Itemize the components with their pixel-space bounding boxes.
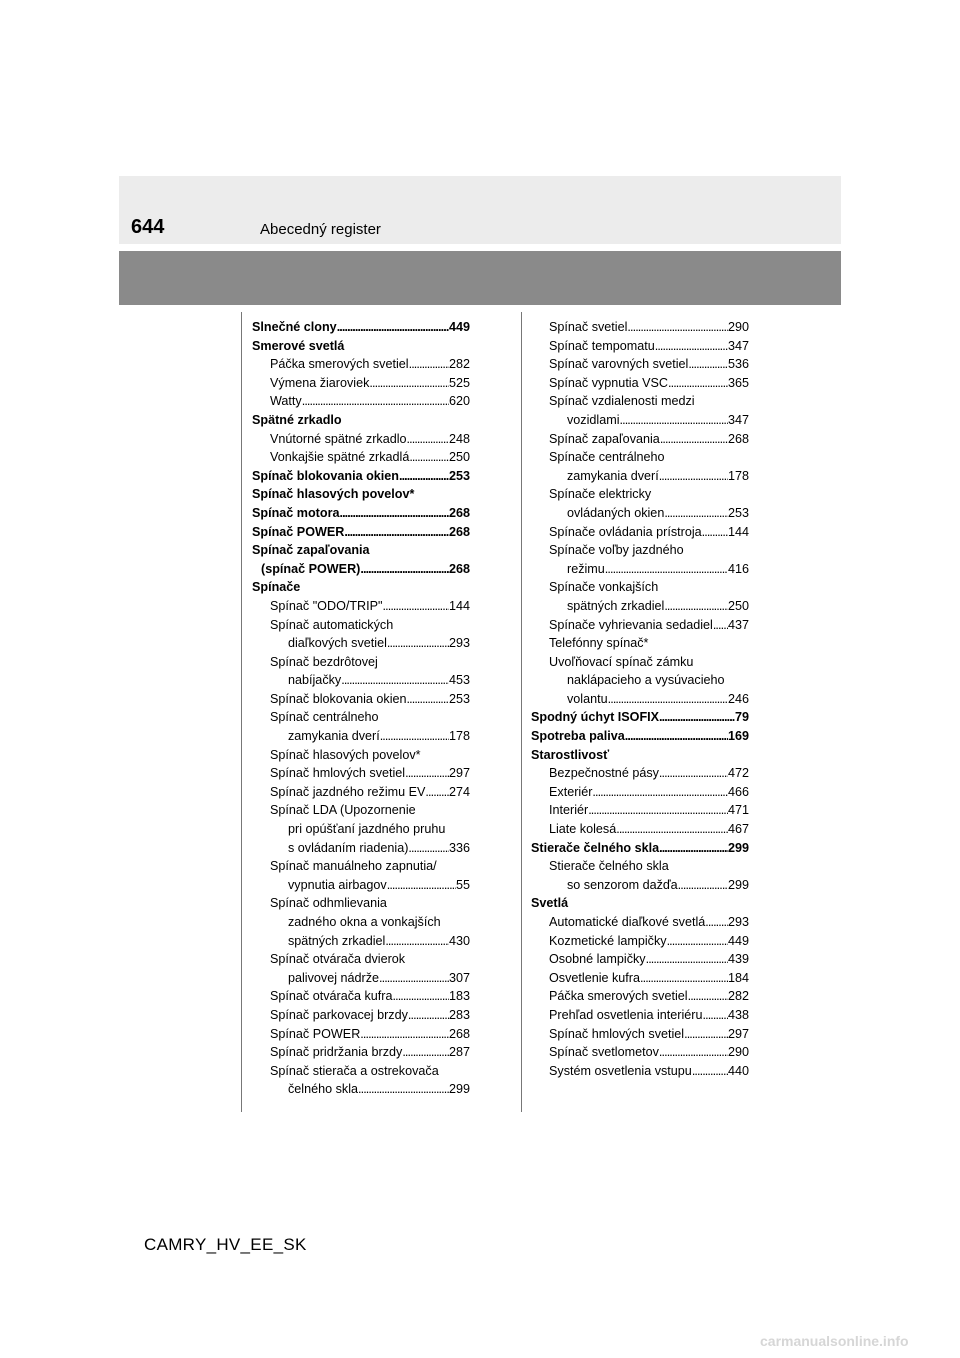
index-term: zadného okna a vonkajších	[288, 915, 441, 929]
page-reference: 290	[727, 320, 749, 334]
page-reference: 620	[448, 394, 470, 409]
dot-leader	[659, 839, 728, 858]
index-term: Spínač centrálneho	[270, 710, 379, 725]
dot-leader	[339, 504, 449, 523]
index-entry	[252, 411, 470, 430]
footer-code: CAMRY_HV_EE_SK	[144, 1235, 307, 1254]
index-entry	[531, 913, 749, 932]
page-reference: 453	[448, 673, 470, 688]
index-entry	[252, 597, 470, 616]
index-entry	[531, 783, 749, 802]
page-reference: 471	[727, 803, 749, 818]
dot-leader	[385, 932, 449, 951]
index-term: Spínač hmlových svetiel	[270, 766, 406, 781]
index-entry	[531, 671, 749, 690]
index-term: Spínač blokovania okien	[252, 468, 399, 483]
dot-leader	[616, 820, 728, 839]
index-term: Spínač blokovania okien	[270, 691, 407, 706]
index-entry	[531, 485, 749, 504]
index-term: Spínač manuálneho zapnutia/	[270, 859, 437, 874]
watermark: carmanualsonline.info	[760, 1333, 909, 1349]
index-entry	[531, 987, 749, 1006]
index-term: ovládaných okien	[567, 505, 665, 520]
index-entry	[531, 969, 749, 988]
index-entry	[252, 467, 470, 486]
dot-leader	[705, 913, 728, 932]
index-term: Spínač zapaľovania	[252, 543, 370, 558]
dot-leader	[387, 634, 449, 653]
page-reference: 253	[448, 468, 470, 483]
dot-leader	[425, 783, 449, 802]
column-divider-left	[241, 312, 242, 1112]
index-term: Starostlivosť	[531, 747, 610, 762]
dot-leader	[703, 1006, 728, 1025]
index-entry	[252, 950, 470, 969]
index-entry	[252, 1006, 470, 1025]
index-entry	[252, 448, 470, 467]
page-reference: 144	[448, 598, 470, 613]
index-entry	[531, 1062, 749, 1081]
index-entry	[531, 448, 749, 467]
index-term: Spotreba paliva	[531, 729, 625, 744]
index-term: Osvetlenie kufra	[549, 970, 640, 985]
index-term: Vnútorné spätné zrkadlo	[270, 431, 407, 446]
index-entry	[252, 708, 470, 727]
dot-leader	[409, 355, 449, 374]
page-reference: 79	[734, 710, 749, 725]
index-term: naklápacieho a vysúvacieho	[567, 673, 725, 688]
index-term: s ovládaním riadenia)	[288, 840, 409, 855]
index-entry	[252, 653, 470, 672]
index-term: Watty	[270, 394, 302, 409]
index-term: volantu	[567, 691, 608, 706]
index-entry	[531, 411, 749, 430]
index-term: Spínač pridržania brzdy	[270, 1045, 403, 1060]
page-reference: 178	[727, 468, 749, 483]
dot-leader	[379, 969, 449, 988]
page-reference: 449	[727, 933, 749, 948]
index-term: Spínač automatických	[270, 617, 394, 632]
page-reference: 268	[448, 561, 470, 576]
index-term: Spínač motora	[252, 505, 340, 520]
index-entry	[531, 950, 749, 969]
index-term: nabíjačky	[288, 673, 342, 688]
dot-leader	[659, 1043, 728, 1062]
index-entry	[531, 746, 749, 765]
index-entry	[252, 987, 470, 1006]
dot-leader	[407, 430, 449, 449]
index-entry	[531, 708, 749, 727]
index-term: Spínač hlasových povelov*	[252, 487, 415, 502]
index-term: spätných zrkadiel	[288, 933, 386, 948]
dot-leader	[588, 801, 728, 820]
dot-leader	[684, 1025, 728, 1044]
index-entry	[252, 671, 470, 690]
index-entry	[531, 523, 749, 542]
index-term: Smerové svetlá	[252, 338, 345, 353]
header-band	[119, 176, 841, 244]
dot-leader	[380, 727, 449, 746]
index-term: Prehľad osvetlenia interiéru	[549, 1007, 703, 1022]
index-term: Spínače vyhrievania sedadiel	[549, 617, 713, 632]
page-reference: 268	[448, 505, 470, 520]
index-term: Spínač stierača a ostrekovača	[270, 1063, 439, 1078]
page-reference: 268	[727, 431, 749, 446]
index-entry	[531, 560, 749, 579]
dot-leader	[692, 1062, 728, 1081]
page-reference: 250	[448, 450, 470, 465]
dot-leader	[408, 1006, 449, 1025]
index-entry	[531, 578, 749, 597]
dot-leader	[369, 374, 449, 393]
index-entry	[252, 801, 470, 820]
dot-leader	[655, 337, 728, 356]
index-term: Uvoľňovací spínač zámku	[549, 654, 694, 669]
dot-leader	[702, 523, 728, 542]
index-term: Interiér	[549, 803, 589, 818]
index-entry	[531, 504, 749, 523]
dot-leader	[409, 448, 449, 467]
index-entry	[252, 616, 470, 635]
index-term: (spínač POWER)	[261, 561, 361, 576]
dot-leader	[659, 708, 735, 727]
dot-leader	[592, 783, 728, 802]
index-term: Spínač otvárača dvierok	[270, 952, 406, 967]
page-reference: 299	[448, 1082, 470, 1097]
page-reference: 472	[727, 766, 749, 781]
dot-leader	[408, 839, 449, 858]
index-term: Spínač varovných svetiel	[549, 357, 689, 372]
index-entry	[252, 485, 470, 504]
index-entry	[531, 820, 749, 839]
index-term: Výmena žiaroviek	[270, 375, 370, 390]
page-reference: 336	[448, 840, 470, 855]
page-reference: 525	[448, 375, 470, 390]
dot-leader	[640, 969, 728, 988]
index-term: Vonkajšie spätné zrkadlá	[270, 450, 410, 465]
index-term: Páčka smerových svetiel	[270, 357, 409, 372]
dot-leader	[678, 876, 728, 895]
index-term: Kozmetické lampičky	[549, 933, 667, 948]
dot-leader	[302, 392, 449, 411]
page-reference: 299	[727, 840, 749, 855]
page-reference: 440	[727, 1063, 749, 1078]
index-term: Spínač otvárača kufra	[270, 989, 393, 1004]
index-entry	[531, 690, 749, 709]
dot-leader	[360, 560, 449, 579]
index-entry	[531, 1025, 749, 1044]
index-term: Spínač "ODO/TRIP"	[270, 598, 383, 613]
page-reference: 430	[448, 933, 470, 948]
index-entry	[252, 783, 470, 802]
index-entry	[531, 318, 749, 337]
index-entry	[531, 430, 749, 449]
index-term: so senzorom dažďa	[567, 877, 678, 892]
index-term: Spínače ovládania prístroja	[549, 524, 702, 539]
page-reference: 178	[448, 729, 470, 744]
index-term: Osobné lampičky	[549, 952, 646, 967]
column-divider-middle	[521, 312, 522, 1112]
page-reference: 290	[727, 1045, 749, 1060]
page-reference: 438	[727, 1007, 749, 1022]
index-entry	[531, 355, 749, 374]
index-term: Bezpečnostné pásy	[549, 766, 659, 781]
index-entry	[252, 355, 470, 374]
index-entry	[252, 374, 470, 393]
page-reference: 466	[727, 784, 749, 799]
index-term: Exteriér	[549, 784, 593, 799]
index-entry	[252, 1062, 470, 1081]
index-entry	[252, 578, 470, 597]
page-reference: 268	[448, 1026, 470, 1041]
dot-leader	[393, 987, 449, 1006]
index-entry	[252, 894, 470, 913]
index-term: zamykania dverí	[288, 729, 380, 744]
dot-leader	[659, 764, 728, 783]
index-entry	[531, 727, 749, 746]
index-term: Spätné zrkadlo	[252, 412, 342, 427]
header-bar	[119, 251, 841, 305]
index-term: Spínače centrálneho	[549, 450, 665, 465]
dot-leader	[402, 1043, 449, 1062]
page-reference: 282	[727, 989, 749, 1004]
index-entry	[252, 746, 470, 765]
page-reference: 253	[727, 505, 749, 520]
dot-leader	[405, 764, 449, 783]
page-reference: 248	[448, 431, 470, 446]
page-reference: 250	[727, 598, 749, 613]
index-term: Spínač tempomatu	[549, 338, 655, 353]
index-entry	[252, 969, 470, 988]
page-reference: 293	[727, 915, 749, 929]
index-term: Spínač hlasových povelov*	[270, 747, 421, 762]
dot-leader	[399, 467, 449, 486]
page-reference: 536	[727, 357, 749, 372]
page-number: 644	[131, 216, 165, 238]
dot-leader	[688, 355, 728, 374]
index-term: Spínač svetlometov	[549, 1045, 659, 1060]
dot-leader	[627, 318, 728, 337]
page-reference: 283	[448, 1007, 470, 1022]
index-term: Liate kolesá	[549, 822, 617, 837]
page-reference: 365	[727, 375, 749, 390]
index-term: pri opúšťaní jazdného pruhu	[288, 822, 446, 837]
dot-leader	[383, 597, 449, 616]
index-entry	[252, 523, 470, 542]
page-reference: 184	[727, 970, 749, 985]
index-entry	[531, 597, 749, 616]
page-reference: 268	[448, 524, 470, 539]
index-entry	[531, 839, 749, 858]
dot-leader	[688, 987, 728, 1006]
index-entry	[531, 857, 749, 876]
index-term: Slnečné clony	[252, 320, 337, 334]
page-reference: 169	[727, 729, 749, 744]
index-term: režimu	[567, 561, 605, 576]
index-term: Spínač vypnutia VSC	[549, 375, 669, 390]
page-reference: 253	[448, 691, 470, 706]
page-reference: 437	[727, 617, 749, 632]
index-term: spätných zrkadiel	[567, 598, 665, 613]
index-term: Spínače elektricky	[549, 487, 652, 502]
index-term: Stierače čelného skla	[549, 859, 669, 874]
index-entry	[252, 764, 470, 783]
index-entry	[252, 820, 470, 839]
dot-leader	[360, 1025, 449, 1044]
index-term: Svetlá	[531, 896, 569, 911]
dot-leader	[605, 560, 728, 579]
page-reference: 297	[727, 1026, 749, 1041]
index-term: Spínač LDA (Upozornenie	[270, 803, 416, 818]
page-reference: 293	[448, 636, 470, 651]
index-entry	[252, 932, 470, 951]
page-reference: 297	[448, 766, 470, 781]
dot-leader	[608, 690, 728, 709]
index-entry	[252, 839, 470, 858]
index-term: diaľkových svetiel	[288, 636, 387, 651]
index-column-left	[252, 318, 470, 1099]
index-entry	[252, 560, 470, 579]
page-reference: 416	[727, 561, 749, 576]
index-term: Spínač bezdrôtovej	[270, 654, 378, 669]
index-term: Spínače vonkajších	[549, 580, 659, 595]
index-term: Spínač vzdialenosti medzi	[549, 394, 695, 409]
dot-leader	[387, 876, 456, 895]
dot-leader	[646, 950, 728, 969]
index-entry	[252, 392, 470, 411]
dot-leader	[341, 671, 449, 690]
page-reference: 246	[727, 691, 749, 706]
index-term: vypnutia airbagov	[288, 877, 387, 892]
index-entry	[531, 894, 749, 913]
index-term: čelného skla	[288, 1082, 359, 1097]
index-entry	[252, 1025, 470, 1044]
index-term: Spínače	[252, 580, 301, 595]
index-term: Systém osvetlenia vstupu	[549, 1063, 692, 1078]
index-entry	[531, 764, 749, 783]
index-term: Spínače voľby jazdného	[549, 543, 684, 558]
index-column-right	[531, 318, 749, 1080]
index-entry	[531, 337, 749, 356]
dot-leader	[713, 616, 728, 635]
index-entry	[531, 634, 749, 653]
dot-leader	[407, 690, 449, 709]
dot-leader	[358, 1080, 449, 1099]
index-entry	[531, 876, 749, 895]
index-entry	[252, 318, 470, 337]
index-term: Spodný úchyt ISOFIX	[531, 710, 660, 725]
index-entry	[252, 634, 470, 653]
index-entry	[252, 727, 470, 746]
index-term: Spínač zapaľovania	[549, 431, 660, 446]
page-reference: 55	[455, 877, 470, 892]
page-reference: 467	[727, 822, 749, 837]
dot-leader	[667, 932, 728, 951]
index-term: zamykania dverí	[567, 468, 659, 483]
index-entry	[531, 392, 749, 411]
page-reference: 307	[448, 970, 470, 985]
index-term: Spínač svetiel	[549, 320, 628, 334]
page-reference: 299	[727, 877, 749, 892]
index-term: Telefónny spínač*	[549, 636, 649, 651]
index-entry	[252, 857, 470, 876]
index-entry	[531, 801, 749, 820]
page-reference: 274	[448, 784, 470, 799]
index-entry	[531, 1043, 749, 1062]
index-entry	[252, 913, 470, 932]
page-reference: 287	[448, 1045, 470, 1060]
index-entry	[531, 932, 749, 951]
index-entry	[252, 876, 470, 895]
index-entry	[252, 337, 470, 356]
page-reference: 347	[727, 338, 749, 353]
index-entry	[252, 1080, 470, 1099]
page-reference: 144	[727, 524, 749, 539]
index-entry	[252, 430, 470, 449]
dot-leader	[664, 504, 728, 523]
dot-leader	[344, 523, 449, 542]
index-term: Spínač POWER	[270, 1026, 361, 1041]
page-reference: 183	[448, 989, 470, 1004]
page-reference: 439	[727, 952, 749, 967]
index-term: Automatické diaľkové svetlá	[549, 915, 706, 929]
index-entry	[531, 616, 749, 635]
dot-leader	[625, 727, 728, 746]
index-entry	[252, 690, 470, 709]
index-entry	[252, 541, 470, 560]
index-term: Páčka smerových svetiel	[549, 989, 688, 1004]
page-reference: 282	[448, 357, 470, 372]
dot-leader	[620, 411, 728, 430]
index-term: Spínač POWER	[252, 524, 345, 539]
index-term: Spínač odhmlievania	[270, 896, 387, 911]
index-entry	[531, 653, 749, 672]
page-reference: 347	[727, 412, 749, 427]
index-entry	[531, 374, 749, 393]
dot-leader	[668, 374, 728, 393]
dot-leader	[660, 430, 728, 449]
index-entry	[252, 1043, 470, 1062]
index-term: palivovej nádrže	[288, 970, 380, 985]
dot-leader	[337, 318, 449, 337]
index-term: Spínač jazdného režimu EV	[270, 784, 426, 799]
dot-leader	[664, 597, 728, 616]
page-reference: 449	[448, 320, 470, 334]
section-title: Abecedný register	[260, 221, 381, 238]
index-entry	[531, 541, 749, 560]
index-term: Stierače čelného skla	[531, 840, 660, 855]
index-entry	[252, 504, 470, 523]
index-term: Spínač parkovacej brzdy	[270, 1007, 408, 1022]
index-entry	[531, 467, 749, 486]
index-term: Spínač hmlových svetiel	[549, 1026, 685, 1041]
dot-leader	[659, 467, 728, 486]
index-entry	[531, 1006, 749, 1025]
index-term: vozidlami	[567, 412, 620, 427]
